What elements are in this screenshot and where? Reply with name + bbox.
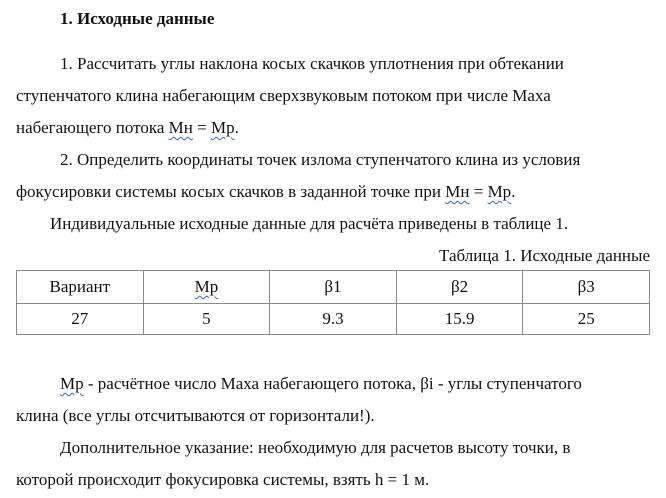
mach-inflow-symbol: Mн [168,118,193,137]
period: . [234,118,239,137]
note-line1-text: - расчётное число Маха набегающего потока, βi - углы ступенчатого [83,374,582,393]
cell-beta1: 9.3 [270,304,397,335]
mach-design-symbol: Mр [210,118,235,137]
task1-line3 [16,118,239,138]
task2-line1: 2. Определить координаты точек излома ступенчатого клина из условия [60,150,581,169]
section-title: 1. Исходные данные [60,9,215,28]
header-mach [143,271,270,304]
note-line3: Дополнительное указание: необходимую для расчетов высоту точки, в [60,438,571,457]
table-row [17,304,650,335]
equals-sign: = [469,182,488,201]
cell-beta2: 15.9 [396,304,523,335]
data-table [16,270,650,335]
header-beta1: β1 [270,271,397,304]
cell-beta3: 25 [523,304,650,335]
table-caption: Таблица 1. Исходные данные [439,246,650,265]
header-variant: Вариант [17,271,144,304]
mach-design-symbol: Mр [60,374,84,393]
equals-sign: = [192,118,211,137]
mach-inflow-symbol: Mн [445,182,470,201]
task1-line2: ступенчатого клина набегающим сверхзвуковым потоком при числе Маха [16,86,551,105]
header-mach-label: Mр [194,277,219,296]
note-line2: клина (все углы отсчитываются от горизонтали!). [16,406,375,425]
note-line4: которой происходит фокусировка системы, взять h = 1 м. [16,470,430,489]
task1-line1: 1. Рассчитать углы наклона косых скачков уплотнения при обтекании [60,54,564,73]
task2-line2 [16,182,515,202]
task2-line2-text: фокусировки системы косых скачков в заданной точке при [16,182,446,201]
mach-design-symbol: Mр [487,182,512,201]
cell-mach: 5 [143,304,270,335]
note-line1 [60,374,582,394]
task1-line3-text: набегающего потока [16,118,169,137]
period: . [511,182,516,201]
header-beta3: β3 [523,271,650,304]
table-header-row [17,271,650,304]
table-intro: Индивидуальные исходные данные для расчёта приведены в таблице 1. [50,214,569,233]
cell-variant: 27 [17,304,144,335]
header-beta2: β2 [396,271,523,304]
